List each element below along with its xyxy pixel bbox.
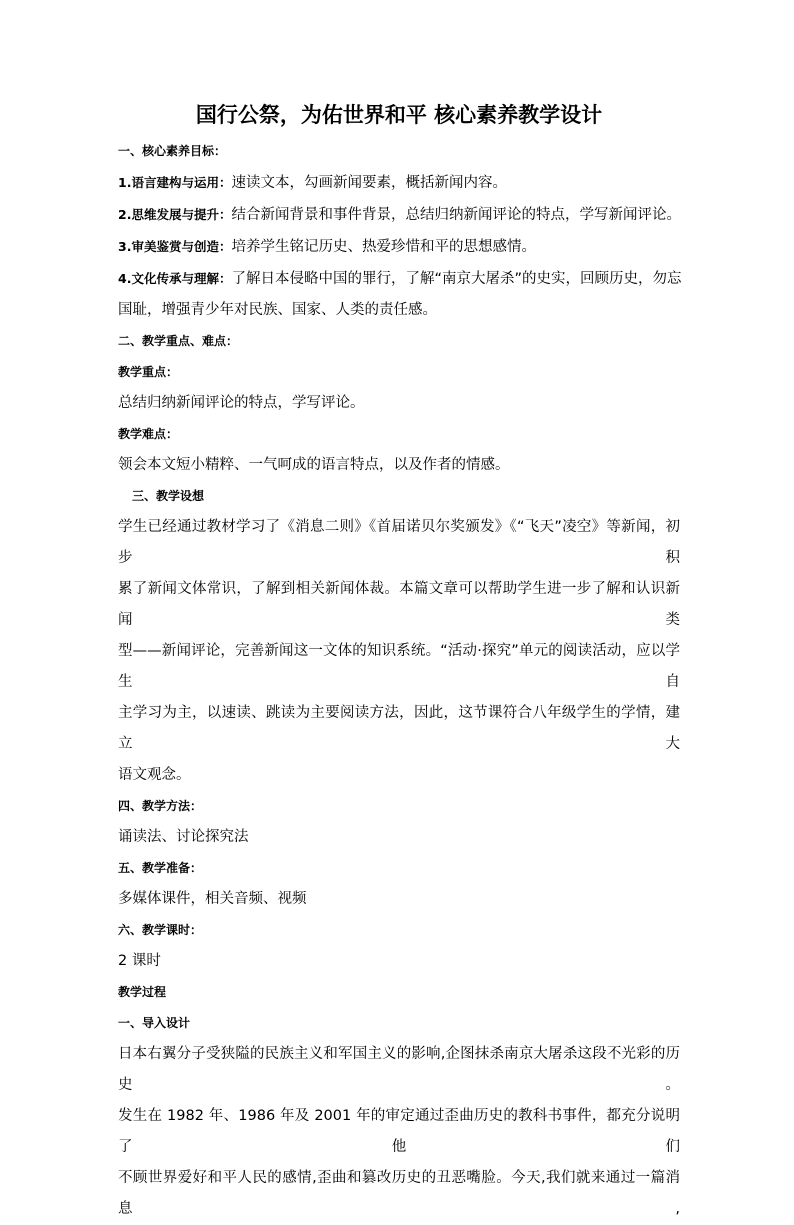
goal-item-1 <box>118 167 680 199</box>
focus-text: 总结归纳新闻评论的特点，学写评论。 <box>118 395 365 411</box>
document-page <box>118 100 680 1225</box>
process-heading: 教学过程 <box>118 985 167 999</box>
goal-item-text: 培养学生铭记历史、热爱珍惜和平的思想感情。 <box>231 239 536 255</box>
goal-item-text: 速读文本，勾画新闻要素，概括新闻内容。 <box>231 175 507 191</box>
periods-text: 2 课时 <box>118 953 161 969</box>
section-heading-goals: 一、核心素养目标： <box>118 144 227 158</box>
difficulty-text: 领会本文短小精粹、一气呵成的语言特点，以及作者的情感。 <box>118 457 510 473</box>
process-line: 不顾世界爱好和平人民的感情,歪曲和篡改历史的丑恶嘴脸。今天,我们就来通过一篇消息, <box>118 1170 680 1217</box>
section-heading-preparation: 五、教学准备： <box>118 861 203 875</box>
goal-item-lead: 1.语言建构与运用： <box>118 175 232 190</box>
section-heading-methods: 四、教学方法： <box>118 799 203 813</box>
section-heading-key-points: 二、教学重点、难点： <box>118 334 239 348</box>
goal-item-text: 结合新闻背景和事件背景，总结归纳新闻评论的特点，学写新闻评论。 <box>231 207 681 223</box>
teaching-idea-line: 型——新闻评论，完善新闻这一文体的知识系统。“活动·探究”单元的阅读活动，应以学生自 <box>118 643 680 690</box>
section-heading-teaching-idea: 三、教学设想 <box>132 489 205 503</box>
process-line: 发生在 1982 年、1986 年及 2001 年的审定通过歪曲历史的教科书事件，都充分说明了他们 <box>118 1108 680 1155</box>
process-sub-heading: 一、导入设计 <box>118 1016 191 1030</box>
goal-item-4-continued: 国耻，增强青少年对民族、国家、人类的责任感。 <box>118 302 437 318</box>
goal-item-lead: 4.文化传承与理解： <box>118 271 232 286</box>
teaching-idea-line: 累了新闻文体常识，了解到相关新闻体裁。本篇文章可以帮助学生进一步了解和认识新闻类 <box>118 581 680 628</box>
teaching-idea-line: 学生已经通过教材学习了《消息二则》《首届诺贝尔奖颁发》《“飞天”凌空》等新闻，初步积 <box>118 519 680 566</box>
goal-item-2 <box>118 199 680 231</box>
difficulty-label: 教学难点： <box>118 427 179 441</box>
methods-text: 诵读法、讨论探究法 <box>118 829 249 845</box>
focus-label: 教学重点： <box>118 365 179 379</box>
process-line: 日本右翼分子受狭隘的民族主义和军国主义的影响,企图抹杀南京大屠杀这段不光彩的历史。 <box>118 1046 680 1093</box>
goal-item-4 <box>118 263 680 295</box>
goal-item-text: 了解日本侵略中国的罪行，了解“南京大屠杀”的史实，回顾历史，勿忘 <box>231 271 682 287</box>
teaching-idea-line: 主学习为主，以速读、跳读为主要阅读方法，因此，这节课符合八年级学生的学情，建立大 <box>118 705 680 752</box>
goal-item-lead: 3.审美鉴赏与创造： <box>118 239 232 254</box>
preparation-text: 多媒体课件，相关音频、视频 <box>118 891 307 907</box>
goal-item-3 <box>118 231 680 263</box>
goal-item-lead: 2.思维发展与提升： <box>118 207 232 222</box>
section-heading-periods: 六、教学课时： <box>118 923 203 937</box>
teaching-idea-line: 语文观念。 <box>118 767 191 783</box>
document-title: 国行公祭，为佑世界和平 核心素养教学设计 <box>195 103 603 127</box>
